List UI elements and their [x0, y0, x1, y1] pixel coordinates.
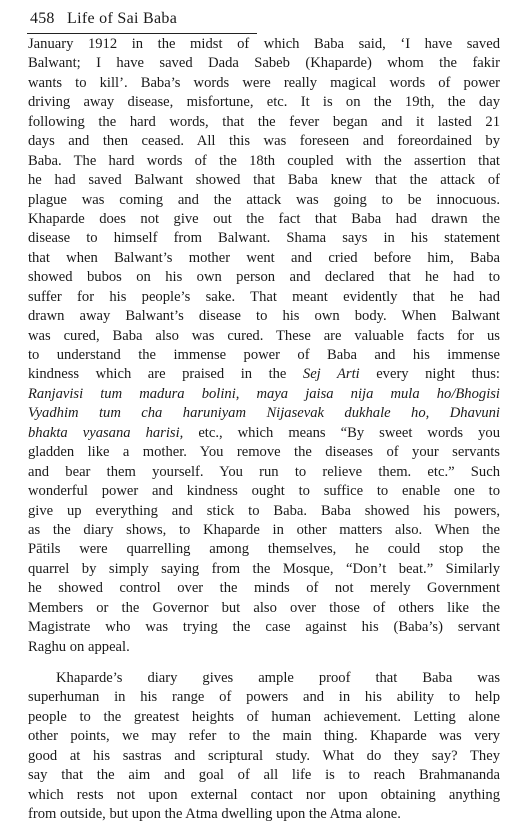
- text-run: driving away disease, misfortune, etc. It is on the 19th, the day: [28, 94, 500, 111]
- text-line: [28, 385, 500, 404]
- italic-text: Sej Arti: [302, 366, 360, 383]
- text-line: [28, 482, 500, 501]
- text-run: disease to himself from Balwant. Shama says in his statement: [28, 230, 500, 247]
- text-run: Magistrate who was trying the case against his (Baba’s) servant: [28, 619, 500, 636]
- text-line: [28, 579, 500, 598]
- text-line: [28, 727, 500, 746]
- text-line: [28, 210, 500, 229]
- text-line: [28, 502, 500, 521]
- italic-text: bhakta vyasana harisi,: [28, 424, 184, 441]
- text-run: days and then ceased. All this was foreseen and foreordained by: [28, 133, 500, 150]
- text-line: [28, 288, 500, 307]
- text-run: following the hard words, that the fever began and it lasted 21: [28, 113, 500, 130]
- text-run: other points, we may refer to the main thing. Khaparde was very: [28, 728, 500, 745]
- text-line: [28, 688, 500, 707]
- text-run: and bear them yourself. You run to relieve them. etc.” Such: [28, 463, 500, 480]
- text-line: [28, 132, 500, 151]
- header-rule: [27, 33, 257, 34]
- text-run: which rests not upon external contact nor upon obtaining anything: [28, 786, 500, 803]
- text-line: [28, 747, 500, 766]
- text-run: suffer for his people’s sake. That meant evidently that he had: [28, 288, 500, 305]
- text-line: [28, 171, 500, 190]
- text-line: [28, 805, 500, 824]
- text-line: [28, 560, 500, 579]
- text-line: [28, 307, 500, 326]
- text-line: [28, 618, 500, 637]
- text-run: etc., which means “By sweet words you: [183, 424, 500, 441]
- text-line: [28, 599, 500, 618]
- text-run: drawn away Balwant’s disease to his own body. When Balwant: [28, 308, 500, 325]
- text-run: gladden like a mother. You remove the diseases of your servants: [28, 444, 500, 461]
- text-run: he showed control over the minds of not merely Government: [28, 580, 500, 597]
- text-line: [28, 229, 500, 248]
- text-line: [28, 191, 500, 210]
- text-line: [28, 113, 500, 132]
- text-run: January 1912 in the midst of which Baba said, ‘I have saved: [28, 36, 500, 52]
- text-run: wants to kill’. Baba’s words were really magical words of power: [28, 74, 500, 91]
- text-line: [28, 152, 500, 171]
- text-line: [28, 346, 500, 365]
- text-run: from outside, but upon the Atma dwelling upon the Atma alone.: [28, 806, 401, 823]
- italic-text: Vyadhim tum cha haruniyam Nijasevak dukhale ho, Dhavuni: [28, 405, 500, 422]
- text-line: [28, 35, 500, 54]
- text-line: [28, 521, 500, 540]
- text-line: [28, 540, 500, 559]
- text-run: as the diary shows, to Khaparde in other matters also. When the: [28, 521, 500, 538]
- text-run: give up everything and stick to Baba. Baba showed his powers,: [28, 502, 500, 519]
- text-run: to understand the immense power of Baba and his immense: [28, 347, 500, 363]
- text-run: wonderful power and kindness ought to suffice to enable one to: [28, 483, 500, 500]
- text-line: [28, 638, 500, 657]
- text-run: was cured, Baba also was cured. These are valuable facts for us: [28, 327, 500, 344]
- text-run: Members or the Governor but also over those of others like the: [28, 599, 500, 616]
- text-line: [28, 424, 500, 443]
- italic-text: Ranjavisi tum madura bolini, maya jaisa nija mula ho/Bhogisi: [28, 385, 500, 402]
- text-run: Khaparde’s diary gives ample proof that Baba was: [56, 670, 500, 686]
- text-run: superhuman in his range of powers and in his ability to help: [28, 689, 500, 706]
- text-run: quarrel by simply saying from the Mosque, “Don’t beat.” Similarly: [28, 560, 500, 577]
- text-line: [28, 54, 500, 73]
- text-run: Balwant; I have saved Dada Sabeb (Khaparde) whom the fakir: [28, 55, 500, 72]
- paragraph: [28, 35, 500, 657]
- text-run: good at his sastras and scriptural study. What do they say? They: [28, 747, 500, 764]
- text-run: Khaparde does not give out the fact that Baba had drawn the: [28, 210, 500, 227]
- paragraph: [28, 669, 500, 825]
- text-line: [28, 327, 500, 346]
- text-run: every night thus:: [359, 366, 500, 383]
- text-run: showed bubos on his own person and declared that he had to: [28, 269, 500, 286]
- text-line: [28, 766, 500, 785]
- text-line: [28, 249, 500, 268]
- text-run: Raghu on appeal.: [28, 638, 130, 655]
- text-run: Baba. The hard words of the 18th coupled with the assertion that: [28, 152, 500, 169]
- text-run: plague was coming and the attack was going to be innocuous.: [28, 191, 500, 208]
- text-line: [28, 365, 500, 384]
- text-run: that when Balwant’s mother went and cried before him, Baba: [28, 249, 500, 266]
- page-number: 458: [30, 10, 55, 27]
- paragraph-gap: [28, 657, 500, 669]
- text-run: say that the aim and goal of all life is to reach Brahmananda: [28, 767, 500, 784]
- text-run: people to the greatest heights of human achievement. Letting alone: [28, 708, 500, 725]
- text-line: [28, 463, 500, 482]
- text-line: [28, 786, 500, 805]
- text-line: [28, 93, 500, 112]
- running-title: Life of Sai Baba: [67, 10, 178, 27]
- text-run: he had saved Balwant showed that Baba knew that the attack of: [28, 172, 500, 189]
- text-run: Pātils were quarrelling among themselves, he could stop the: [28, 541, 500, 558]
- text-line: [28, 404, 500, 423]
- text-line: [28, 443, 500, 462]
- text-line: [28, 669, 500, 688]
- text-run: kindness which are praised in the: [28, 366, 303, 383]
- text-line: [28, 74, 500, 93]
- text-line: [28, 268, 500, 287]
- page-header: [27, 6, 499, 36]
- text-line: [28, 708, 500, 727]
- body-text: [28, 35, 500, 825]
